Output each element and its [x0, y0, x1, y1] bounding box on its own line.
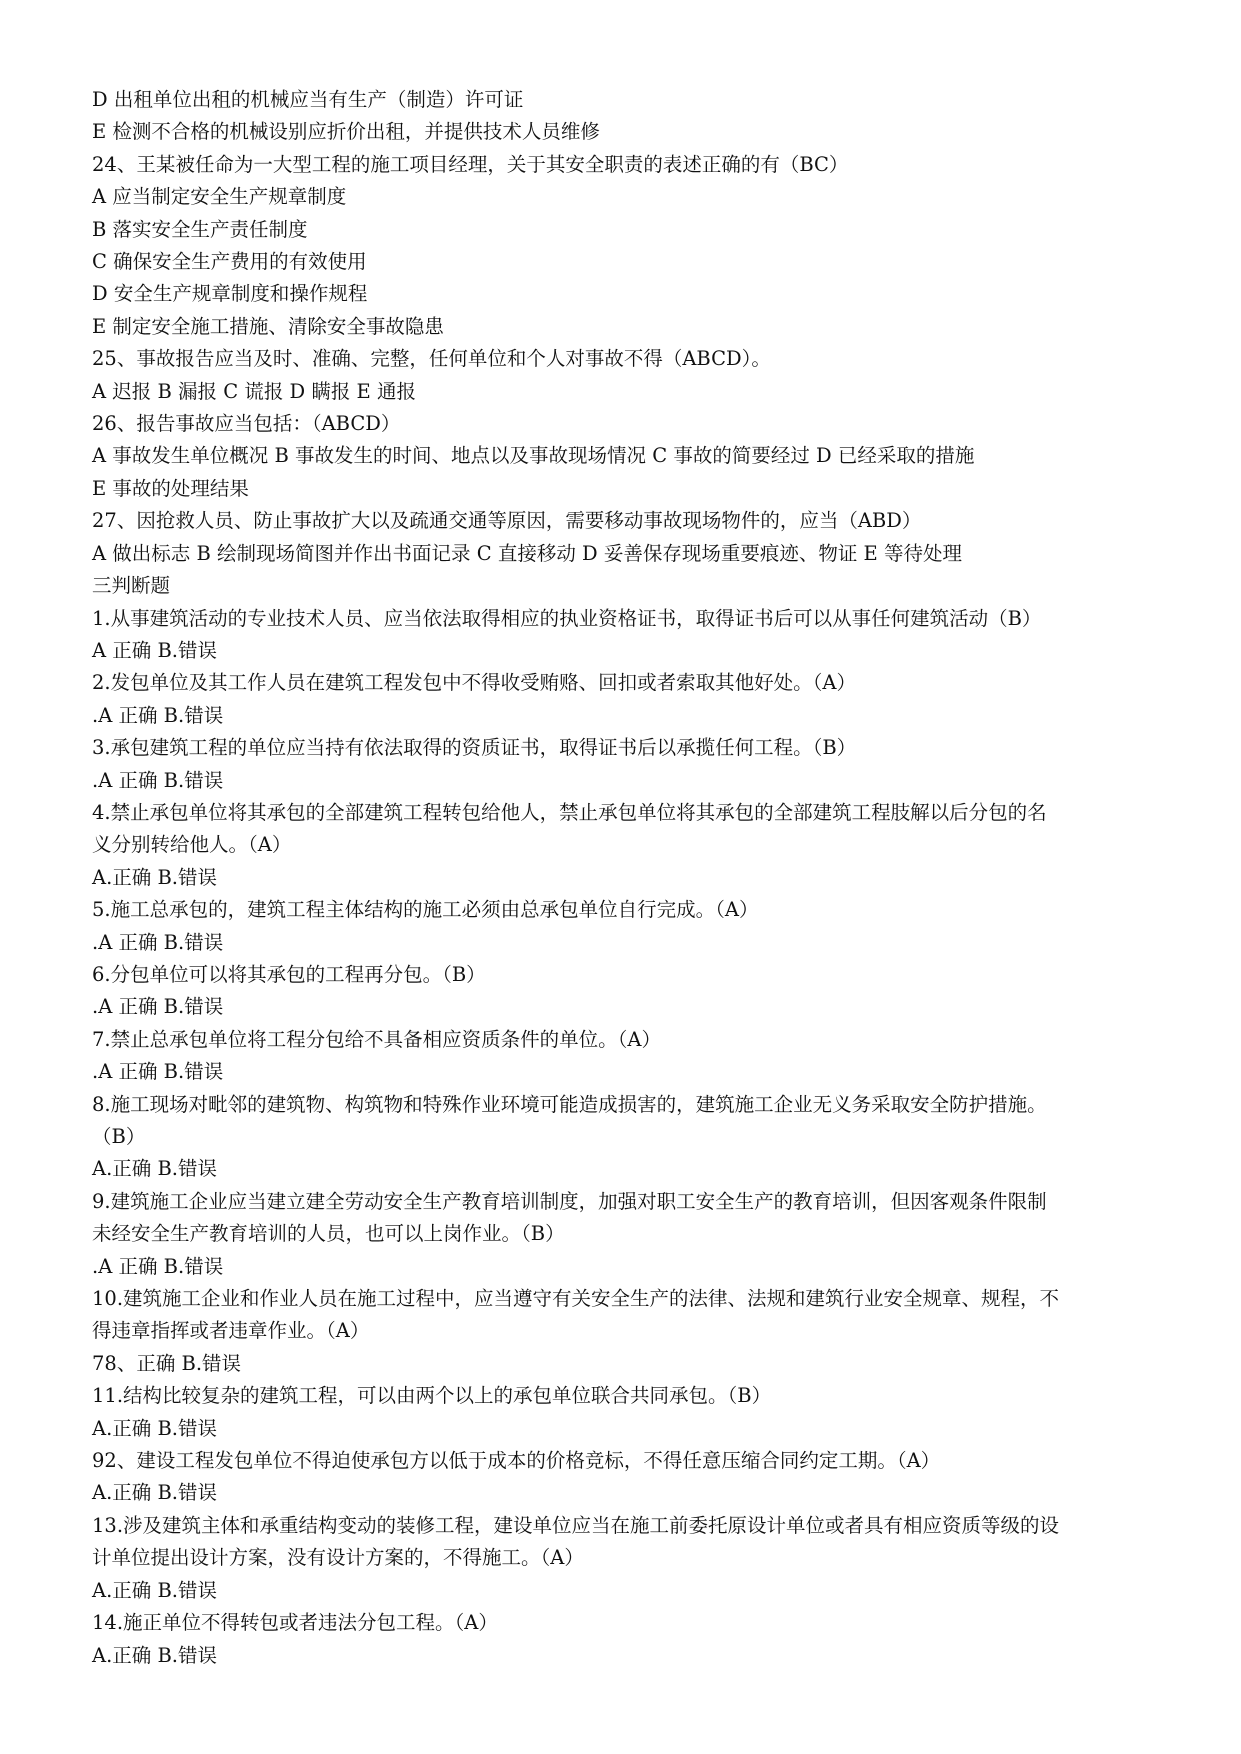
text-line: 3.承包建筑工程的单位应当持有依法取得的资质证书，取得证书后以承揽任何工程。（B）: [92, 736, 857, 760]
text-line: 92、建设工程发包单位不得迫使承包方以低于成本的价格竞标，不得任意压缩合同约定工期。（A）: [92, 1449, 941, 1473]
text-line: 义分别转给他人。（A）: [92, 833, 292, 857]
text-line: B 落实安全生产责任制度: [92, 217, 308, 241]
text-line: 26、报告事故应当包括：（ABCD）: [92, 412, 401, 436]
text-line: 14.施正单位不得转包或者违法分包工程。（A）: [92, 1611, 498, 1635]
text-line: 11.结构比较复杂的建筑工程，可以由两个以上的承包单位联合共同承包。（B）: [92, 1384, 772, 1408]
text-line: .A 正确 B.错误: [92, 995, 224, 1019]
text-line: 7.禁止总承包单位将工程分包给不具备相应资质条件的单位。（A）: [92, 1027, 661, 1051]
text-line: .A 正确 B.错误: [92, 1254, 224, 1278]
text-line: A.正确 B.错误: [92, 1481, 218, 1505]
text-line: D 出租单位出租的机械应当有生产（制造）许可证: [92, 88, 524, 111]
text-line: 24、王某被任命为一大型工程的施工项目经理，关于其安全职责的表述正确的有（BC）: [92, 152, 849, 176]
text-line: E 检测不合格的机械设别应折价出租，并提供技术人员维修: [92, 120, 600, 144]
text-line: .A 正确 B.错误: [92, 930, 224, 954]
text-line: A.正确 B.错误: [92, 1643, 218, 1667]
text-line: A 应当制定安全生产规章制度: [92, 185, 347, 209]
text-line: （B）: [92, 1125, 146, 1148]
text-line: 13.涉及建筑主体和承重结构变动的装修工程，建设单位应当在施工前委托原设计单位或者具有相应资质等级的设: [92, 1513, 1060, 1537]
text-line: A 正确 B.错误: [92, 638, 218, 662]
text-line: A 迟报 B 漏报 C 谎报 D 瞒报 E 通报: [92, 379, 416, 403]
text-line: 得违章指挥或者违章作业。（A）: [92, 1319, 370, 1343]
text-line: 25、事故报告应当及时、准确、完整，任何单位和个人对事故不得（ABCD）。: [92, 347, 771, 371]
text-line: A.正确 B.错误: [92, 1157, 218, 1181]
text-line: .A 正确 B.错误: [92, 768, 224, 792]
text-line: A 做出标志 B 绘制现场简图并作出书面记录 C 直接移动 D 妥善保存现场重要痕迹、物证 E 等待处理: [92, 541, 962, 565]
text-line: A.正确 B.错误: [92, 865, 218, 889]
text-line: .A 正确 B.错误: [92, 1060, 224, 1084]
text-line: D 安全生产规章制度和操作规程: [92, 282, 368, 306]
text-line: 27、因抢救人员、防止事故扩大以及疏通交通等原因，需要移动事故现场物件的，应当（ABD）: [92, 509, 922, 533]
text-line: 1.从事建筑活动的专业技术人员、应当依法取得相应的执业资格证书，取得证书后可以从事任何建筑活动（B）: [92, 606, 1042, 630]
text-line: 未经安全生产教育培训的人员，也可以上岗作业。（B）: [92, 1222, 565, 1246]
text-line: E 事故的处理结果: [92, 476, 249, 500]
text-line: 78、正确 B.错误: [92, 1351, 242, 1375]
text-line: 10.建筑施工企业和作业人员在施工过程中，应当遵守有关安全生产的法律、法规和建筑行业安全规章、规程，不: [92, 1287, 1060, 1311]
text-line: 三判断题: [92, 574, 171, 598]
text-line: A.正确 B.错误: [92, 1578, 218, 1602]
text-line: E 制定安全施工措施、清除安全事故隐患: [92, 314, 444, 338]
text-line: .A 正确 B.错误: [92, 703, 224, 727]
text-line: A 事故发生单位概况 B 事故发生的时间、地点以及事故现场情况 C 事故的简要经过 D 已经采取的措施: [92, 444, 975, 468]
document-page: [92, 84, 1172, 1672]
text-line: 8.施工现场对毗邻的建筑物、构筑物和特殊作业环境可能造成损害的，建筑施工企业无义务采取安全防护措施。: [92, 1092, 1047, 1116]
text-line: C 确保安全生产费用的有效使用: [92, 250, 367, 274]
text-line: A.正确 B.错误: [92, 1416, 218, 1440]
text-line: 4.禁止承包单位将其承包的全部建筑工程转包给他人，禁止承包单位将其承包的全部建筑工程肢解以后分包的名: [92, 800, 1047, 824]
text-line: 6.分包单位可以将其承包的工程再分包。（B）: [92, 962, 486, 986]
text-line: 9.建筑施工企业应当建立建全劳动安全生产教育培训制度，加强对职工安全生产的教育培训，但因客观条件限制: [92, 1189, 1047, 1213]
text-line: 2.发包单位及其工作人员在建筑工程发包中不得收受贿赂、回扣或者索取其他好处。（A）: [92, 671, 856, 695]
text-line: 计单位提出设计方案，没有设计方案的，不得施工。（A）: [92, 1546, 584, 1570]
text-line: 5.施工总承包的，建筑工程主体结构的施工必须由总承包单位自行完成。（A）: [92, 898, 759, 922]
